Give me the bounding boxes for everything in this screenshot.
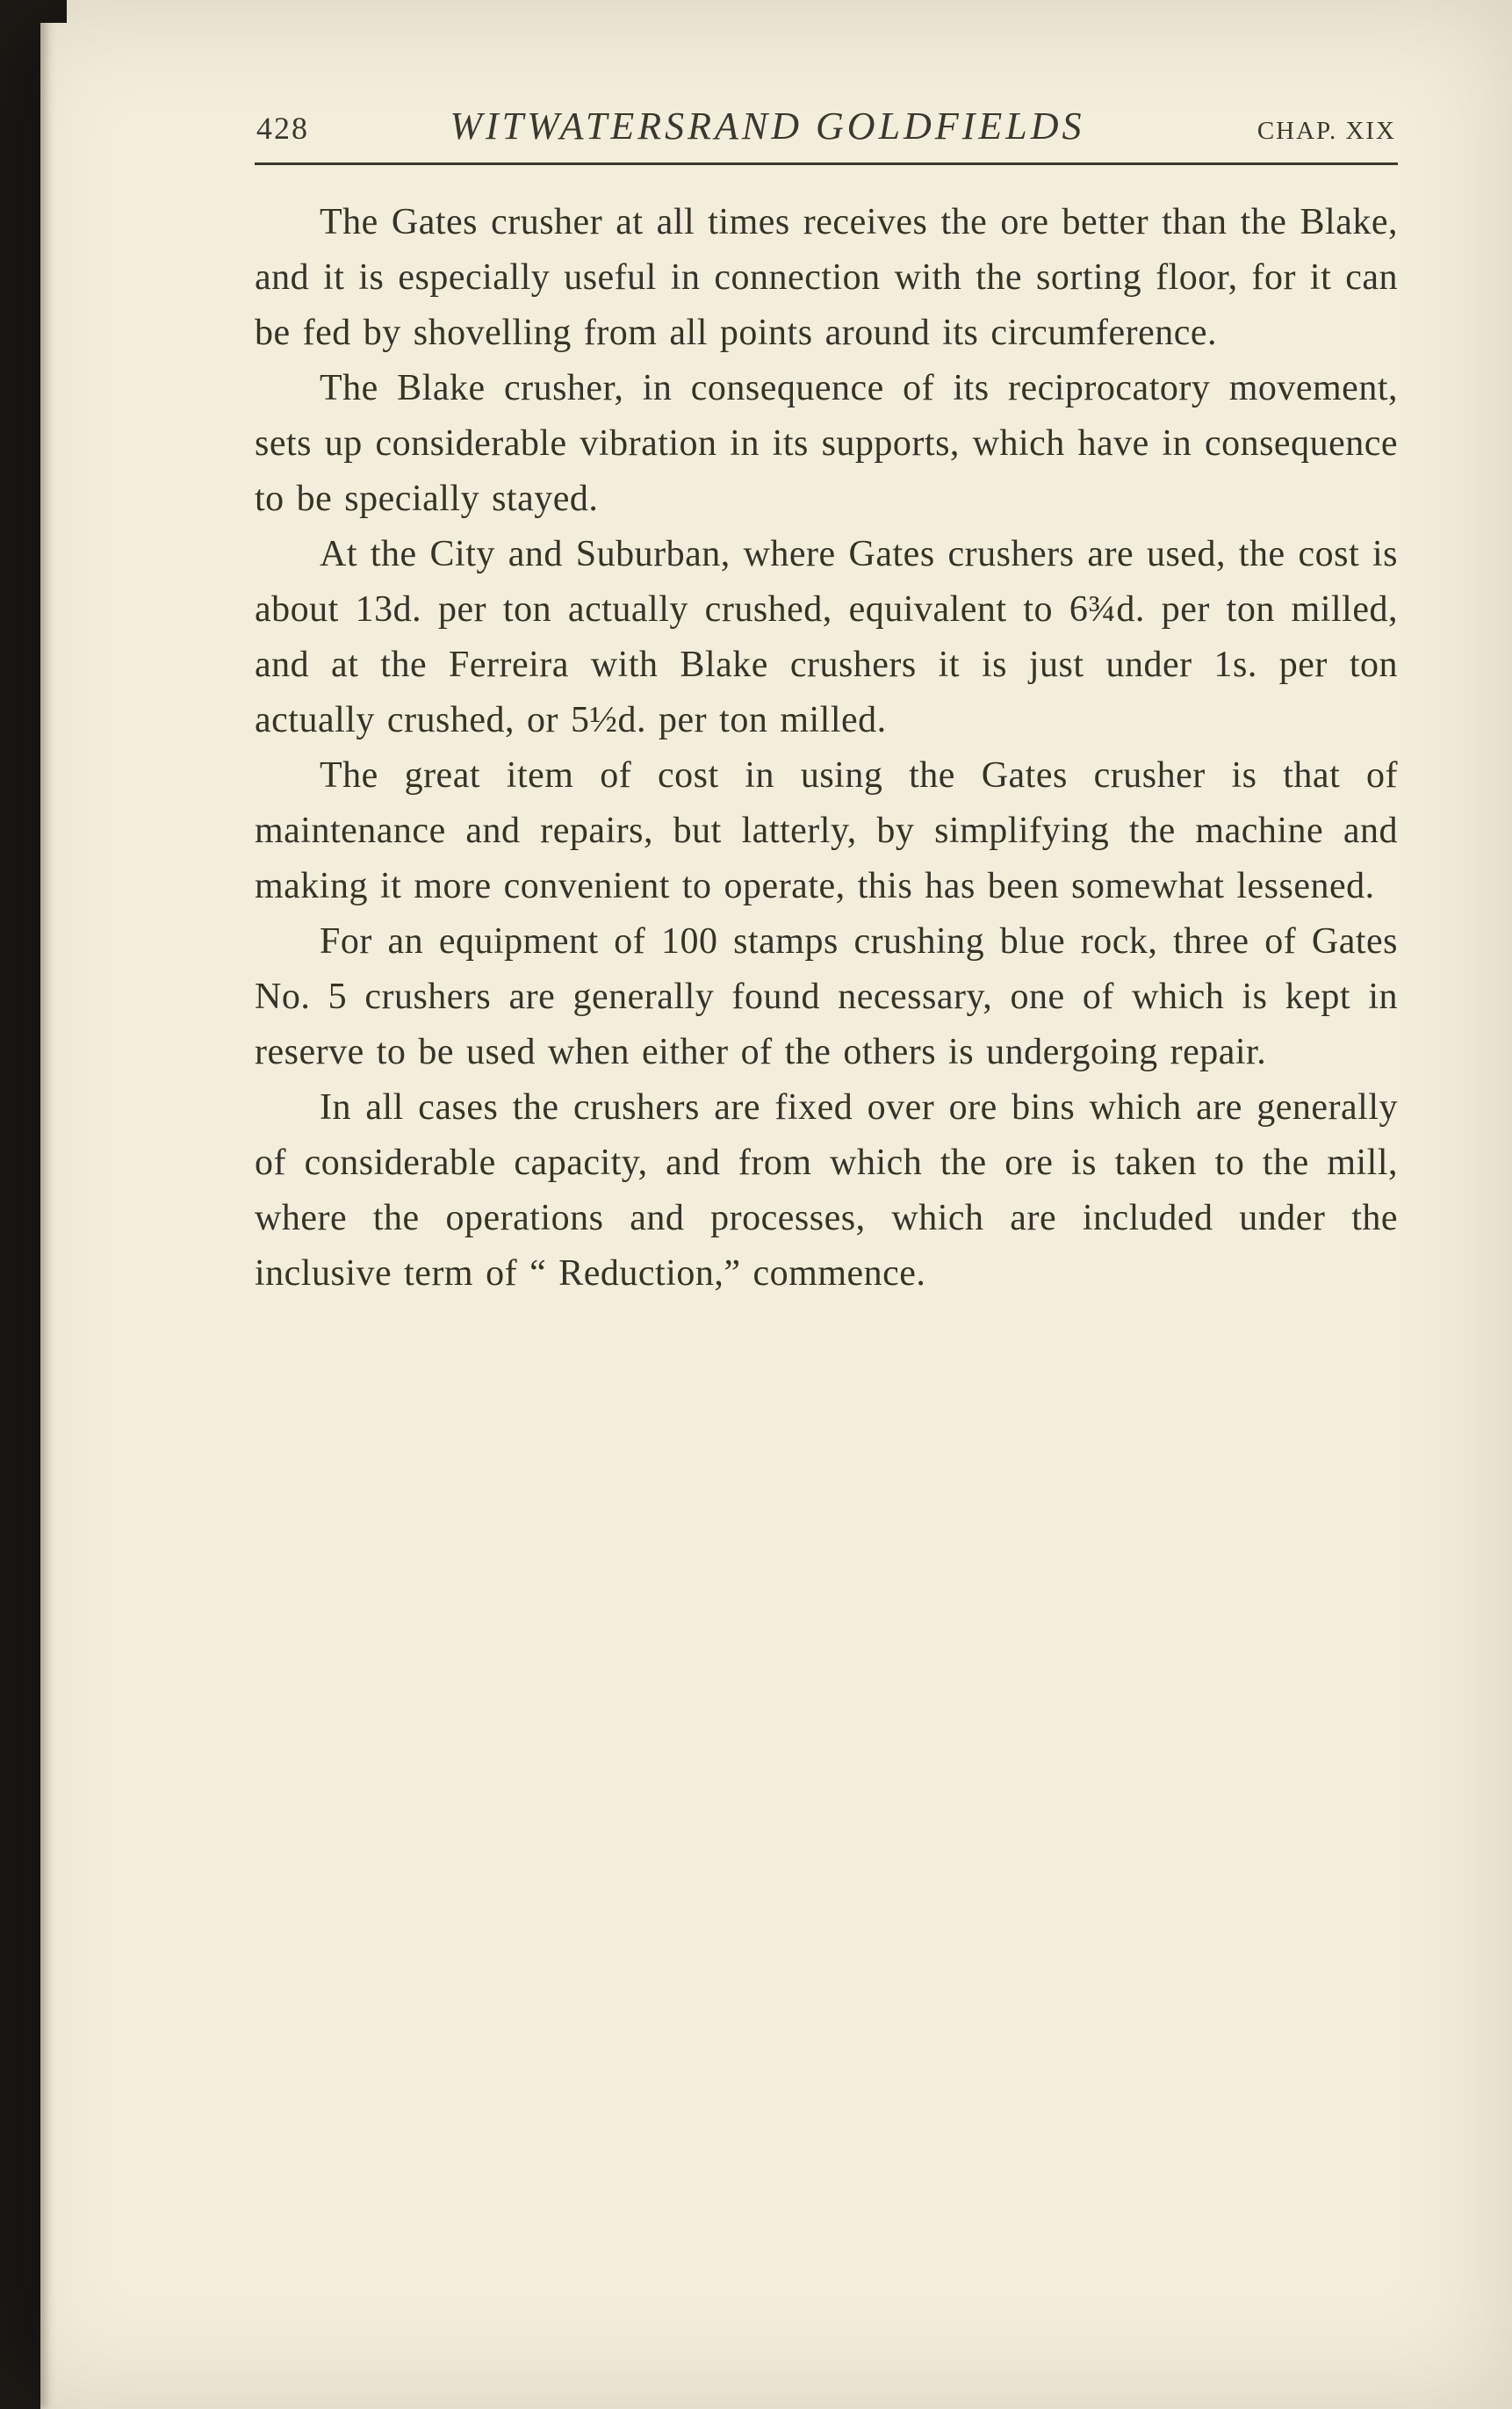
header-rule — [255, 162, 1398, 165]
paragraph: The Gates crusher at all times receives the ore better than the Blake, and it is especially useful in connection with the sorting floor, for it can be fed by shovelling from all points around its circumference. — [255, 202, 1398, 353]
scan-binding-edge — [0, 0, 40, 2409]
scan-binding-corner — [0, 0, 67, 23]
paragraph: In all cases the crushers are fixed over ore bins which are generally of considerable capacity, and from which the ore is taken to the mill, where the operations and processes, which are included under the inclusive term of “ Reduction,” commence. — [255, 1087, 1398, 1294]
paragraph: At the City and Suburban, where Gates crushers are used, the cost is about 13d. per ton actually crushed, equivalent to 6¾d. per ton milled, and at the Ferreira with Blake crushers it is just under 1s. per ton actually crushed, or 5½d. per ton milled. — [255, 534, 1398, 740]
page-body — [255, 104, 1398, 1302]
running-title: WITWATERSRAND GOLDFIELDS — [450, 105, 1085, 148]
chapter-label: CHAP. XIX — [1256, 117, 1396, 145]
paragraph: The Blake crusher, in consequence of its reciprocatory movement, sets up considerable vibration in its supports, which have in consequence to be specially stayed. — [255, 368, 1398, 519]
body-text — [255, 195, 1398, 1302]
paragraph: For an equipment of 100 stamps crushing blue rock, three of Gates No. 5 crushers are generally found necessary, one of which is kept in reserve to be used when either of the others is undergoing repair. — [255, 921, 1398, 1072]
paragraph: The great item of cost in using the Gates crusher is that of maintenance and repairs, but latterly, by simplifying the machine and making it more convenient to operate, this has been somewhat lessened. — [255, 755, 1398, 906]
page-number: 428 — [256, 111, 309, 146]
running-head — [255, 104, 1398, 148]
